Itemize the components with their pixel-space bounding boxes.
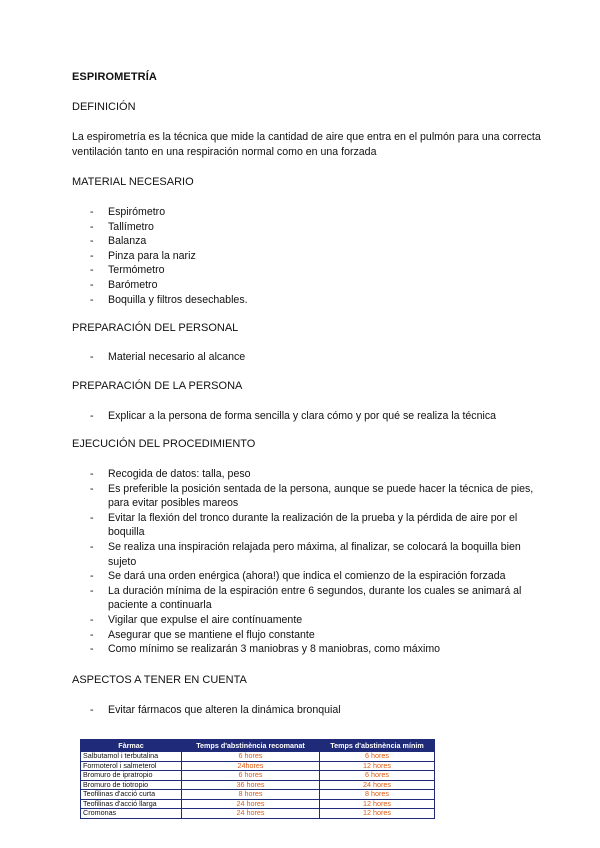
dash-bullet: - xyxy=(90,511,94,524)
dash-bullet: - xyxy=(90,468,94,480)
list-item xyxy=(72,584,542,613)
aspects-heading: ASPECTOS A TENER EN CUENTA xyxy=(72,674,247,686)
procedure-list xyxy=(72,467,542,657)
list-item-text: Recogida de datos: talla, peso xyxy=(108,468,251,480)
minimum-time-cell: 8 hores xyxy=(320,790,435,800)
list-item xyxy=(72,642,542,657)
list-item xyxy=(72,234,542,249)
dash-bullet: - xyxy=(90,584,94,597)
list-item-text: Espirómetro xyxy=(108,206,166,218)
list-item-text: Termómetro xyxy=(108,264,165,277)
column-header-minimum: Temps d'abstinència mínim xyxy=(320,740,435,752)
list-item-text: Explicar a la persona de forma sencilla y clara cómo y por qué se realiza la técnica xyxy=(108,410,497,422)
table-row xyxy=(81,752,435,762)
list-item-text: Asegurar que se mantiene el flujo constante xyxy=(108,628,315,641)
definition-heading: DEFINICIÓN xyxy=(72,101,136,113)
list-item-text: Como mínimo se realizarán 3 maniobras y 8 maniobras, como máximo xyxy=(108,643,441,656)
recommended-time-cell: 36 hores xyxy=(182,780,320,790)
dash-bullet: - xyxy=(90,410,94,422)
list-item xyxy=(72,293,542,308)
drug-name-cell: Teofilinas d'acció llarga xyxy=(81,799,182,809)
list-item-text: Se realiza una inspiración relajada pero máxima, al finalizar, se colocará la boquilla bien sujeto xyxy=(108,540,521,568)
list-item-text: Material necesario al alcance xyxy=(108,351,246,363)
list-item-text: Evitar fármacos que alteren la dinámica bronquial xyxy=(108,704,341,716)
list-item-text: Tallímetro xyxy=(108,220,154,233)
drug-name-cell: Bromuro de ipratropio xyxy=(81,771,182,781)
list-item-text: Boquilla y filtros desechables. xyxy=(108,293,248,306)
list-item xyxy=(72,703,542,718)
dash-bullet: - xyxy=(90,220,94,233)
table-row xyxy=(81,771,435,781)
dash-bullet: - xyxy=(90,206,94,218)
dash-bullet: - xyxy=(90,613,94,626)
list-item-text: Barómetro xyxy=(108,278,158,291)
minimum-time-cell: 12 hores xyxy=(320,809,435,819)
list-item xyxy=(72,205,542,220)
dash-bullet: - xyxy=(90,628,94,641)
dash-bullet: - xyxy=(90,235,94,248)
dash-bullet: - xyxy=(90,264,94,277)
table-body xyxy=(81,752,435,819)
minimum-time-cell: 12 hores xyxy=(320,761,435,771)
list-item xyxy=(72,482,542,511)
list-item-text: La duración mínima de la espiración entre 6 segundos, durante los cuales se animará al paciente a continuarla xyxy=(108,584,522,612)
drug-name-cell: Teofilinas d'acció curta xyxy=(81,790,182,800)
minimum-time-cell: 12 hores xyxy=(320,799,435,809)
recommended-time-cell: 24hores xyxy=(182,761,320,771)
recommended-time-cell: 6 hores xyxy=(182,752,320,762)
list-item xyxy=(72,540,542,569)
minimum-time-cell: 24 hores xyxy=(320,780,435,790)
list-item xyxy=(72,409,542,424)
dash-bullet: - xyxy=(90,293,94,306)
column-header-recommended: Temps d'abstinència recomanat xyxy=(182,740,320,752)
drug-abstinence-table xyxy=(80,739,435,819)
staff-list xyxy=(72,350,542,365)
drug-name-cell: Bromuro de tiotropio xyxy=(81,780,182,790)
table-header-row xyxy=(81,740,435,752)
list-item xyxy=(72,628,542,643)
list-item xyxy=(72,613,542,628)
dash-bullet: - xyxy=(90,643,94,656)
drug-name-cell: Cromonas xyxy=(81,809,182,819)
list-item-text: Evitar la flexión del tronco durante la realización de la prueba y la pérdida de aire por el boquilla xyxy=(108,511,518,539)
aspects-list xyxy=(72,703,542,718)
list-item xyxy=(72,467,542,482)
person-heading: PREPARACIÓN DE LA PERSONA xyxy=(72,380,243,392)
recommended-time-cell: 24 hores xyxy=(182,799,320,809)
definition-text: La espirometría es la técnica que mide la cantidad de aire que entra en el pulmón para una correcta ventilación tanto en una respiración normal como en una forzada xyxy=(72,131,541,158)
dash-bullet: - xyxy=(90,482,94,495)
list-item xyxy=(72,511,542,540)
table-row xyxy=(81,809,435,819)
recommended-time-cell: 24 hores xyxy=(182,809,320,819)
drug-name-cell: Formoterol i salmeterol xyxy=(81,761,182,771)
recommended-time-cell: 6 hores xyxy=(182,771,320,781)
procedure-heading: EJECUCIÓN DEL PROCEDIMIENTO xyxy=(72,438,256,450)
list-item-text: Se dará una orden enérgica (ahora!) que indica el comienzo de la espiración forzada xyxy=(108,570,506,583)
list-item-text: Es preferible la posición sentada de la persona, aunque se puede hacer la técnica de pies, para evitar posibles mareos xyxy=(108,482,534,510)
staff-heading: PREPARACIÓN DEL PERSONAL xyxy=(72,322,239,334)
dash-bullet: - xyxy=(90,351,94,363)
dash-bullet: - xyxy=(90,540,94,553)
column-header-drug: Fàrmac xyxy=(81,740,182,752)
minimum-time-cell: 6 hores xyxy=(320,752,435,762)
list-item xyxy=(72,278,542,293)
minimum-time-cell: 6 hores xyxy=(320,771,435,781)
dash-bullet: - xyxy=(90,249,94,262)
list-item xyxy=(72,263,542,278)
recommended-time-cell: 8 hores xyxy=(182,790,320,800)
list-item-text: Pinza para la nariz xyxy=(108,249,196,262)
person-list xyxy=(72,409,542,424)
drug-name-cell: Salbutamol i terbutalina xyxy=(81,752,182,762)
list-item-text: Vigilar que expulse el aire contínuamente xyxy=(108,613,303,626)
dash-bullet: - xyxy=(90,704,94,716)
document-title: ESPIROMETRÍA xyxy=(72,71,157,83)
list-item-text: Balanza xyxy=(108,235,147,248)
list-item xyxy=(72,220,542,235)
material-heading: MATERIAL NECESARIO xyxy=(72,176,194,188)
list-item xyxy=(72,249,542,264)
table-row xyxy=(81,790,435,800)
material-list xyxy=(72,205,542,307)
list-item xyxy=(72,350,542,365)
list-item xyxy=(72,569,542,584)
dash-bullet: - xyxy=(90,278,94,291)
dash-bullet: - xyxy=(90,570,94,583)
